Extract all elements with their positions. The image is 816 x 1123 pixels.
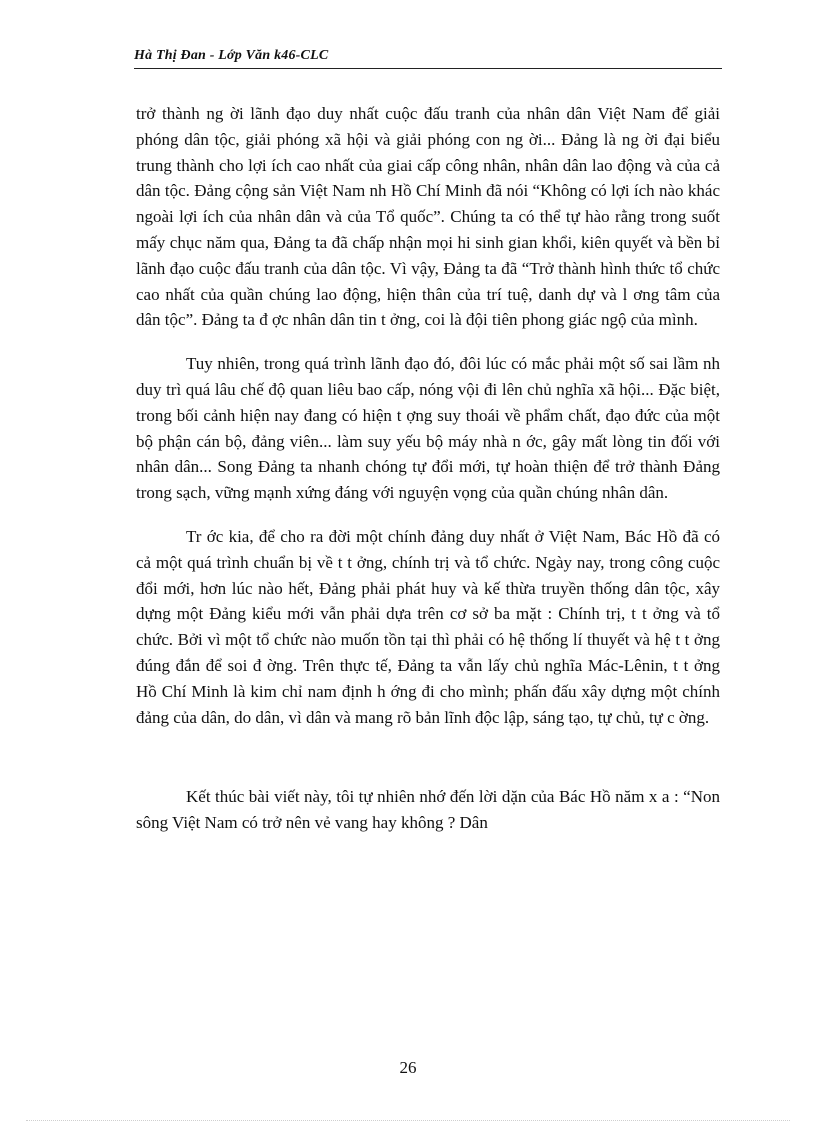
page-bottom-divider [26,1120,790,1121]
running-header: Hà Thị Đan - Lớp Văn k46-CLC [134,46,722,69]
paragraph: Tr ớc kia, để cho ra đời một chính đảng duy nhất ở Việt Nam, Bác Hồ đã có cả một quá trình chuẩn bị về t t ởng, chính trị và tổ chức. Ngày nay, trong công cuộc đổi mới, hơn lúc nào hết, Đảng phải phát huy và kế thừa truyền thống dân tộc, xây dựng một Đảng kiểu mới vẫn phải dựa trên cơ sở ba mặt : Chính trị, t t ởng và tổ chức. Bởi vì một tổ chức nào muốn tồn tại thì phải có hệ thống lí thuyết và hệ t t ởng đúng đắn để soi đ ờng. Trên thực tế, Đảng ta vẫn lấy chủ nghĩa Mác-Lênin, t t ởng Hồ Chí Minh là kim chỉ nam định h ớng đi cho mình; phấn đấu xây dựng một chính đảng của dân, do dân, vì dân và mang rõ bản lĩnh độc lập, sáng tạo, tự chủ, tự c ờng. [136,526,720,727]
body-text [136,101,720,836]
paragraph: Tuy nhiên, trong quá trình lãnh đạo đó, đôi lúc có mắc phải một số sai lầm nh duy trì quá lâu chế độ quan liêu bao cấp, nóng vội đi lên chủ nghĩa xã hội... Đặc biệt, trong bối cảnh hiện nay đang có hiện t ợng suy thoái về phẩm chất, đạo đức của một bộ phận cán bộ, đảng viên... làm suy yếu bộ máy nhà n ớc, gây mất lòng tin đối với nhân dân... Song Đảng ta nhanh chóng tự đổi mới, tự hoàn thiện để trở thành Đảng trong sạch, vững mạnh xứng đáng với nguyện vọng của quần chúng nhân dân. [136,354,720,503]
page-number: 26 [399,1058,417,1077]
paragraph-closing: Kết thúc bài viết này, tôi tự nhiên nhớ đến lời dặn của Bác Hồ năm x a : “Non sông Việt Nam có trở nên vẻ vang hay không ? Dân [136,787,720,833]
paragraph-continued: trở thành ng ời lãnh đạo duy nhất cuộc đấu tranh của nhân dân Việt Nam để giải phóng dân tộc, giải phóng xã hội và giải phóng con ng ời... Đảng là ng ời đại biểu trung thành cho lợi ích cao nhất của giai cấp công nhân, nhân dân lao động và của cả dân tộc. Đảng cộng sản Việt Nam nh Hồ Chí Minh đã nói “Không có lợi ích nào khác ngoài lợi ích của nhân dân và của Tổ quốc”. Chúng ta có thể tự hào rằng trong suốt mấy chục năm qua, Đảng ta đã chấp nhận mọi hi sinh gian khổi, kiên quyết và bền bỉ lãnh đạo cuộc đấu tranh của dân tộc. Vì vậy, Đảng ta đã “Trở thành hình thức tổ chức cao nhất của quần chúng lao động, hiện thân của trí tuệ, danh dự và l ơng tâm của dân tộc”. Đảng ta đ ợc nhân dân tin t ởng, coi là đội tiên phong giác ngộ của mình. [136,104,720,330]
